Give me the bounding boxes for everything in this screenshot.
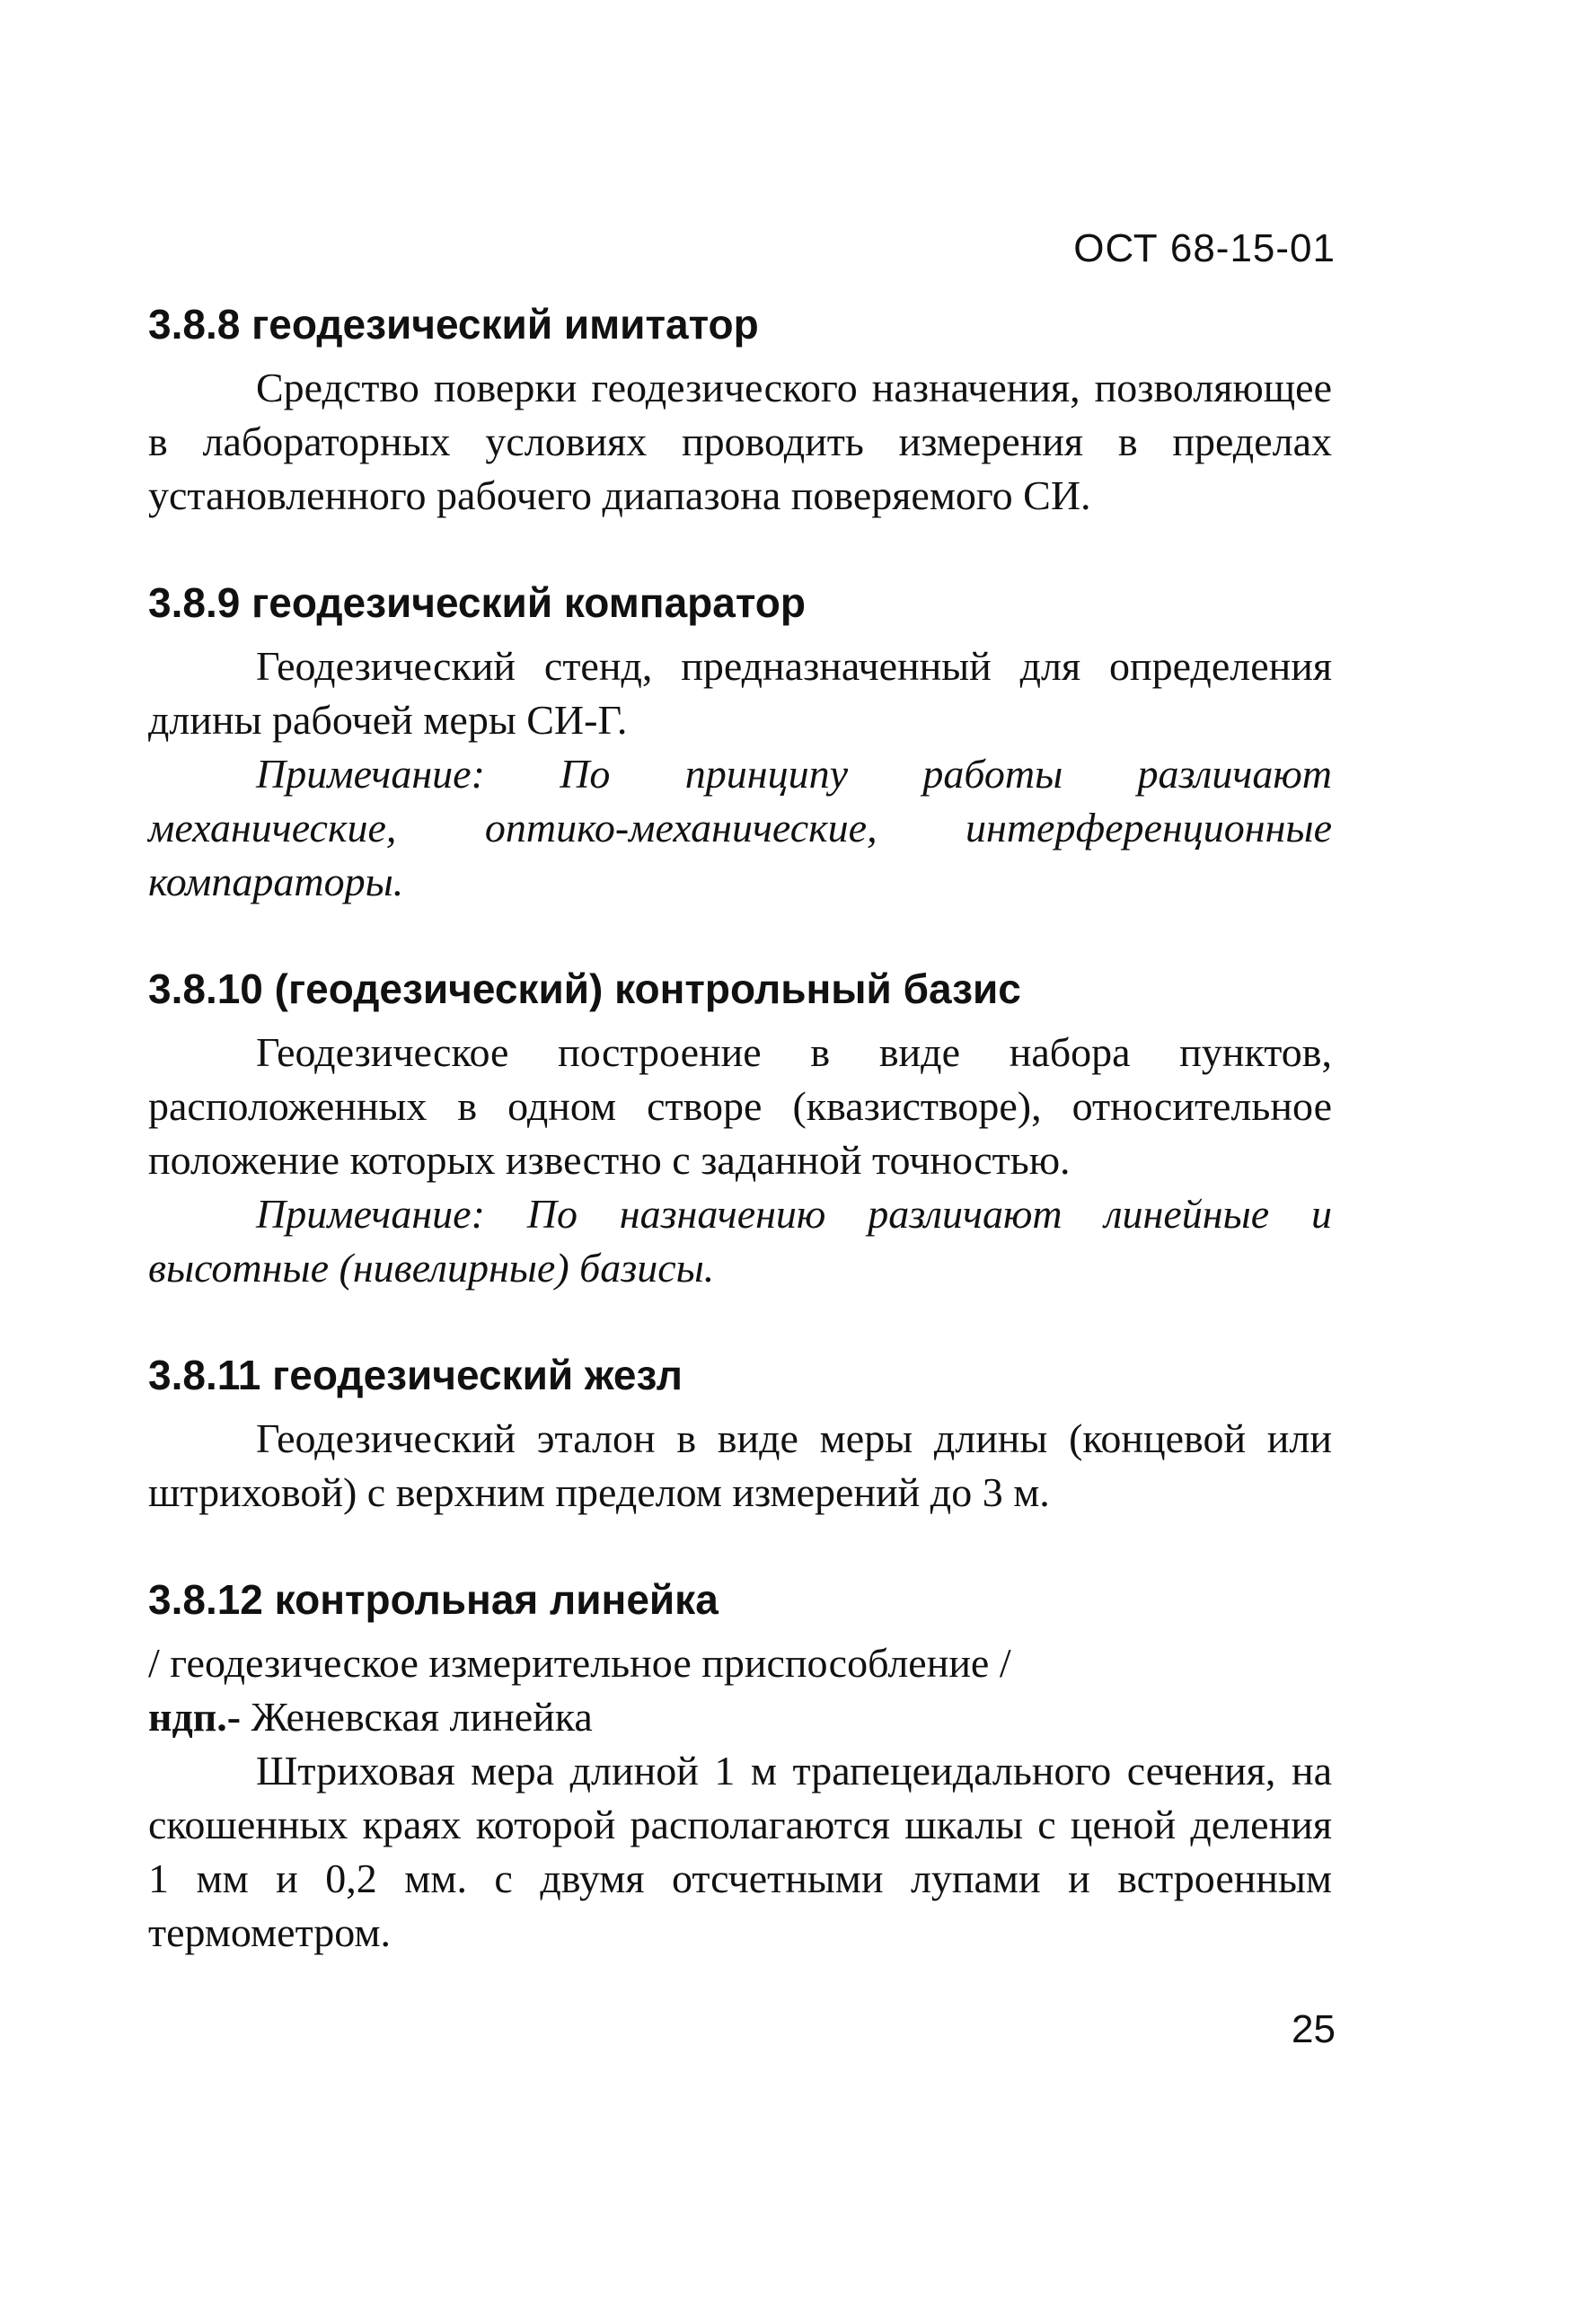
- term-definition: Геодезический стенд, предназначенный для определения длины рабочей меры СИ-Г.: [148, 643, 1332, 743]
- term-definition: Геодезическое построение в виде набора пунктов, расположенных в одном створе (квазистворе), относительное положение которых известно с заданной точностью.: [148, 1029, 1332, 1183]
- page-number: 25: [1292, 2007, 1336, 2051]
- term-note: Примечание: По принципу работы различают механические, оптико-механические, интерференционные компараторы.: [148, 751, 1332, 904]
- term-entry-3-8-9: [148, 575, 1332, 909]
- document-code: ОСТ 68-15-01: [1073, 226, 1336, 270]
- deprecated-label: ндп.-: [148, 1694, 242, 1740]
- deprecated-term: Женевская линейка: [241, 1694, 593, 1740]
- term-heading: 3.8.12 контрольная линейка: [148, 1576, 719, 1623]
- term-heading: 3.8.8 геодезический имитатор: [148, 301, 759, 348]
- deprecated-term-line: [148, 1690, 1332, 1744]
- term-heading: 3.8.9 геодезический компаратор: [148, 579, 806, 626]
- term-definition: Геодезический эталон в виде меры длины (концевой или штриховой) с верхним пределом измерений до 3 м.: [148, 1415, 1332, 1515]
- term-qualifier: / геодезическое измерительное приспособление /: [148, 1640, 1011, 1686]
- term-entry-3-8-8: [148, 296, 1332, 523]
- term-heading: 3.8.10 (геодезический) контрольный базис: [148, 965, 1021, 1012]
- term-entry-3-8-12: [148, 1572, 1332, 1960]
- term-definition: Штриховая мера длиной 1 м трапецеидального сечения, на скошенных краях которой располагаются шкалы с ценой деления 1 мм и 0,2 мм. с двумя отсчетными лупами и встроенным термометром.: [148, 1748, 1332, 1955]
- term-definition: Средство поверки геодезического назначения, позволяющее в лабораторных условиях проводить измерения в пределах установленного рабочего диапазона поверяемого СИ.: [148, 365, 1332, 518]
- term-entry-3-8-10: [148, 961, 1332, 1295]
- term-note: Примечание: По назначению различают линейные и высотные (нивелирные) базисы.: [148, 1191, 1332, 1291]
- term-heading: 3.8.11 геодезический жезл: [148, 1352, 683, 1398]
- document-body: [148, 296, 1332, 2012]
- term-entry-3-8-11: [148, 1347, 1332, 1520]
